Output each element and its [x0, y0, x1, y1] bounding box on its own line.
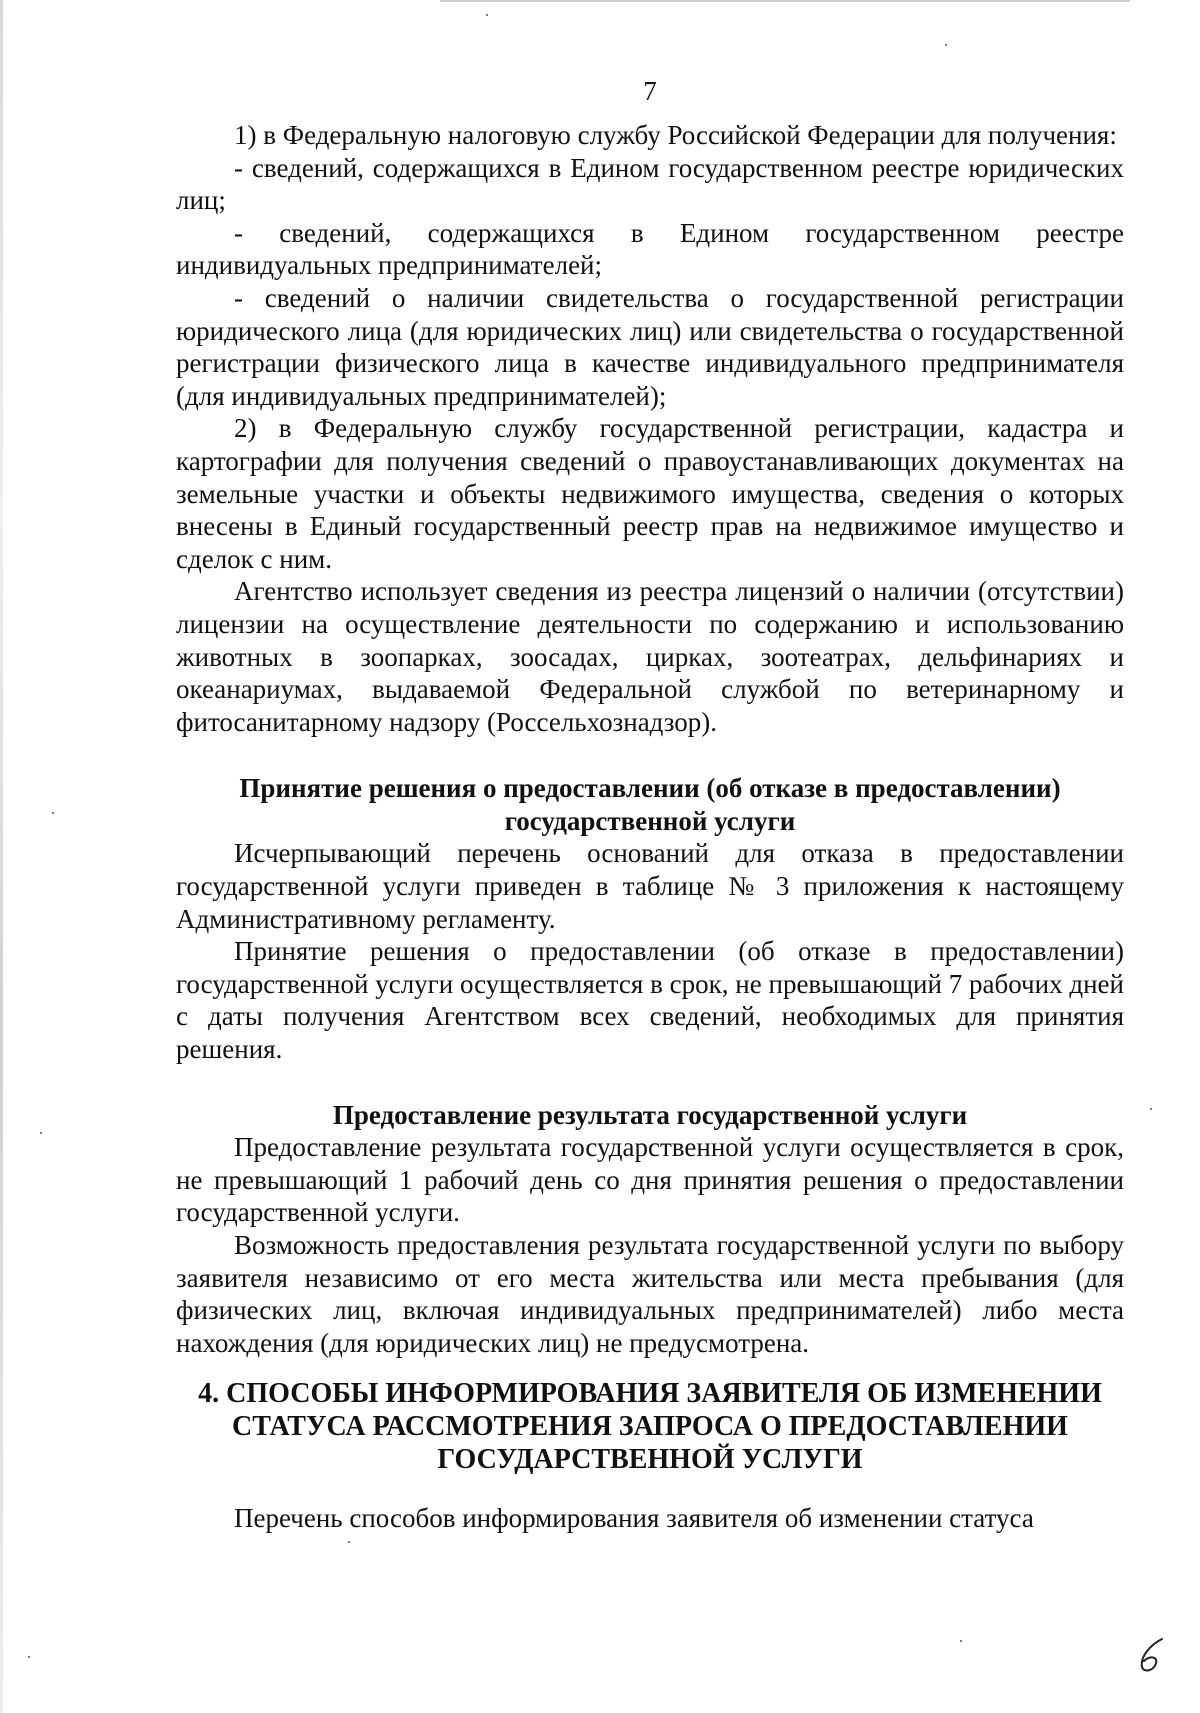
scan-speck — [28, 1656, 30, 1658]
paragraph-egrul: - сведений, содержащихся в Едином государственном реестре юридических лиц; — [176, 152, 1124, 216]
paragraph-result-location: Возможность предоставления результата государственной услуги по выбору заявителя независимо от его места жительства или места пребывания (для физических лиц, включая индивидуальных предпринимателей) либо места нахождения (для юридических лиц) не предусмотрена. — [176, 1230, 1124, 1358]
section-heading-result: Предоставление результата государственной услуги — [332, 1099, 968, 1130]
scan-edge-top — [440, 0, 1130, 2]
paragraph-decision-term: Принятие решения о предоставлении (об отказе в предоставлении) государственной услуги осуществляется в срок, не превышающий 7 рабочих дней с даты получения Агентством всех сведений, необходимых для принятия решения. — [176, 936, 1124, 1065]
scan-speck — [945, 44, 947, 46]
section-heading-4-line2: СТАТУСА РАССМОТРЕНИЯ ЗАПРОСА О ПРЕДОСТАВЛЕНИИ — [232, 1411, 1068, 1443]
paragraph-fns: 1) в Федеральную налоговую службу Российской Федерации для получения: — [234, 120, 1117, 150]
section-heading-decision-line1: Принятие решения о предоставлении (об отказе в предоставлении) — [239, 773, 1061, 804]
scan-speck — [52, 812, 54, 814]
paragraph-refusal-grounds: Исчерпывающий перечень оснований для отказа в предоставлении государственной услуги приведен в таблице № 3 приложения к настоящему Административному регламенту. — [176, 838, 1124, 934]
section-heading-decision-line2: государственной услуги — [504, 805, 796, 836]
section-heading-decision — [176, 772, 1124, 837]
document-body — [176, 119, 1124, 1535]
paragraph-egrip: - сведений, содержащихся в Едином государственном реестре индивидуальных предпринимателей; — [176, 217, 1124, 281]
scan-edge — [0, 0, 3, 1713]
scan-speck — [40, 1132, 42, 1134]
section-heading-4-line1: 4. СПОСОБЫ ИНФОРМИРОВАНИЯ ЗАЯВИТЕЛЯ ОБ ИЗМЕНЕНИИ — [198, 1378, 1102, 1410]
scan-speck — [1150, 1108, 1152, 1110]
paragraph-rosreestr: 2) в Федеральную службу государственной регистрации, кадастра и картографии для получения сведений о правоустанавливающих документах на земельные участки и объекты недвижимого имущества, сведения о которых внесены в Единый государственный реестр прав на недвижимое имущество и сделок с ним. — [176, 413, 1124, 574]
paragraph-certificate: - сведений о наличии свидетельства о государственной регистрации юридического лица (для юридических лиц) или свидетельства о государственной регистрации физического лица в качестве индивидуального предпринимателя (для индивидуальных предпринимателей); — [176, 282, 1124, 411]
paragraph-result-term: Предоставление результата государственной услуги осуществляется в срок, не превышающий 1 рабочий день со дня принятия решения о предоставлении государственной услуги. — [176, 1132, 1124, 1228]
scan-speck — [348, 1541, 350, 1543]
section-heading-4 — [176, 1377, 1124, 1476]
paragraph-info-methods: Перечень способов информирования заявителя об изменении статуса — [234, 1503, 1034, 1534]
section-heading-4-line3: ГОСУДАРСТВЕННОЙ УСЛУГИ — [437, 1444, 863, 1476]
page-number: 7 — [643, 76, 657, 106]
paragraph-license-registry: Агентство использует сведения из реестра лицензий о наличии (отсутствии) лицензии на осуществление деятельности по содержанию и использованию животных в зоопарках, зоосадах, цирках, зоотеатрах, дельфинариях и океанариумах, выдаваемой Федеральной службой по ветеринарному и фитосанитарному надзору (Россельхознадзор). — [176, 576, 1124, 737]
scan-speck — [486, 14, 488, 16]
handwritten-page-mark — [1132, 1635, 1172, 1675]
scan-speck — [960, 1640, 962, 1642]
